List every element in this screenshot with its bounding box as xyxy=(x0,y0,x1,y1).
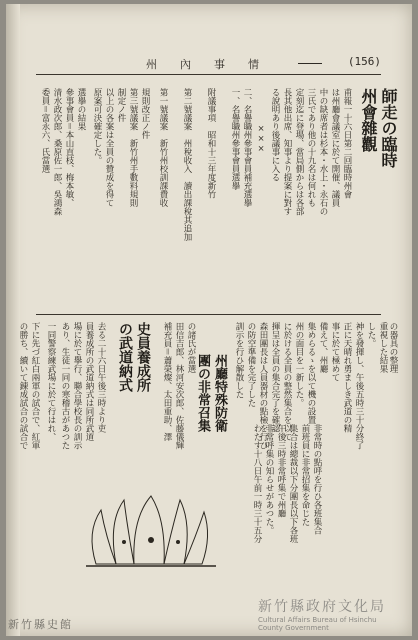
text-col: 森田團長は人員器材の點檢を行ひ xyxy=(258,322,268,450)
text-col: 非常呼集の知らせがあつた。 xyxy=(264,424,274,535)
article-title-1: 師走の臨時 州會雜觀 xyxy=(359,88,398,168)
text-col: は州廳會議室に於て開催、議員 xyxy=(330,88,340,207)
page-header xyxy=(36,54,381,75)
archive-stamp-left: 新竹縣史館 xyxy=(8,618,73,631)
text-col: 下に先づ紅白兩軍の試合で、紅軍 xyxy=(30,322,40,450)
text-col: 第二號議案 州稅收入 讀出課稅其追加 xyxy=(182,88,192,241)
text-col: 以上の各案は全員の贊成を得て xyxy=(104,88,114,207)
header-dash xyxy=(298,63,322,64)
upper-rule xyxy=(36,314,381,315)
text-col: 原案可決確定した。 xyxy=(92,88,102,165)
text-col: 附議事項 昭和十三年度新竹 xyxy=(206,88,216,199)
text-col: 正に天晴れ勇ましき武道の精 xyxy=(342,322,352,433)
text-col: 委員＝富永六、氏當選 xyxy=(40,88,50,173)
text-col: 三氏であり他の十九名は何れも xyxy=(306,88,316,207)
text-col: 田信吉郎、林河安次郎、佐藤儀輝 xyxy=(174,322,184,450)
text-col: の諸氏が當選 xyxy=(186,322,196,373)
text-col: 集めらるゝを以て機の設置 xyxy=(306,322,316,424)
stamp-subtitle-2: County Government xyxy=(258,624,329,632)
text-col: 定刻迄に登場、當局側からは各部 xyxy=(294,88,304,216)
text-col: あり、生徒一同の寒稽古があつた xyxy=(60,322,70,450)
text-col: 揮呈は全員の集合完了を確認 xyxy=(270,322,280,433)
text-col: の防空準備を完了した xyxy=(246,322,256,407)
separator-mark: ××× xyxy=(256,124,266,154)
text-col: 補充員＝蕭榮燦、太田重助、澤 xyxy=(162,322,172,441)
text-col: 參事會員＝本山直枝、梅本敏、 xyxy=(64,88,74,207)
text-col: 州の面目を一新した。 xyxy=(294,322,304,407)
text-col: 集合は總裁以下分團長以下各班 xyxy=(288,424,298,543)
text-col: した。 xyxy=(366,322,376,348)
page-number: (156) xyxy=(347,55,381,68)
flame-crest-icon xyxy=(76,492,226,572)
text-col: 備えて、州廳 xyxy=(318,322,328,373)
stamp-title: 新竹縣政府文化局 xyxy=(258,599,386,615)
text-col: 場に於て擧行、聯合學校長の訓示 xyxy=(72,322,82,450)
text-col: 神を發揮し、午後五時三十分終了 xyxy=(354,322,364,450)
text-col: 一、名譽職州參事會員選擧 xyxy=(230,88,240,190)
text-col: 規則改正ノ件 xyxy=(140,88,150,139)
text-col: の器具の整理 xyxy=(388,322,398,373)
text-col: 甫報一十六日第二回臨時州會 xyxy=(342,88,352,199)
header-title: 州 內 事 情 xyxy=(146,58,265,71)
text-col: 二、名譽職州參事會員補充選擧 xyxy=(242,88,252,207)
document-page xyxy=(6,4,412,636)
stamp-subtitle-1: Cultural Affairs Bureau of Hsinchu xyxy=(258,616,377,624)
text-col: 訓示を行ひ解散した xyxy=(234,322,244,399)
text-col: の勝ち、續いて錬成試合の試合で xyxy=(18,322,28,450)
text-col: 一同警察練武場に於て行はれ、 xyxy=(46,322,56,441)
text-col: 午後三時非常呼集で州廳 xyxy=(276,424,286,518)
text-col: 清水政次郎、桑原佐一郎、吳鴻森 xyxy=(52,88,62,216)
text-col: 重視した結果 xyxy=(378,322,388,373)
text-col: 選擧の結果 xyxy=(76,88,86,131)
text-col: 中の缺席者は杉本・水上・永石の xyxy=(318,88,328,216)
text-col: に於ける全員の整然集合を以て xyxy=(282,322,292,441)
text-col: 前班員に非常招集を命じた xyxy=(300,424,310,526)
text-col: 長其他出席、知事より提案に對す xyxy=(282,88,292,216)
text-col: 第一號議案 新竹州校訓課費收 xyxy=(158,88,168,207)
article-title-3: 州廳特殊防衛 團の非常召集 xyxy=(195,354,227,432)
text-col: 非常時の點呼を行ひ各班集合 xyxy=(312,424,322,535)
text-col: 員養成所の武道納式は同所武道 xyxy=(84,322,94,441)
text-col: 事に於て極めて xyxy=(330,322,340,382)
text-col: る說明あり後議事に入る xyxy=(270,88,280,182)
text-col: 去る二十六日午後三時より吏 xyxy=(96,322,106,433)
text-col: わたす十八日午前一時三十五分 xyxy=(252,424,262,543)
archive-stamp-right xyxy=(258,596,408,632)
text-col: 第三號議案 新竹州手數料規則 xyxy=(128,88,138,207)
text-col: 制定ノ件 xyxy=(116,88,126,122)
article-title-2: 史員養成所 の武道納式 xyxy=(117,322,151,392)
